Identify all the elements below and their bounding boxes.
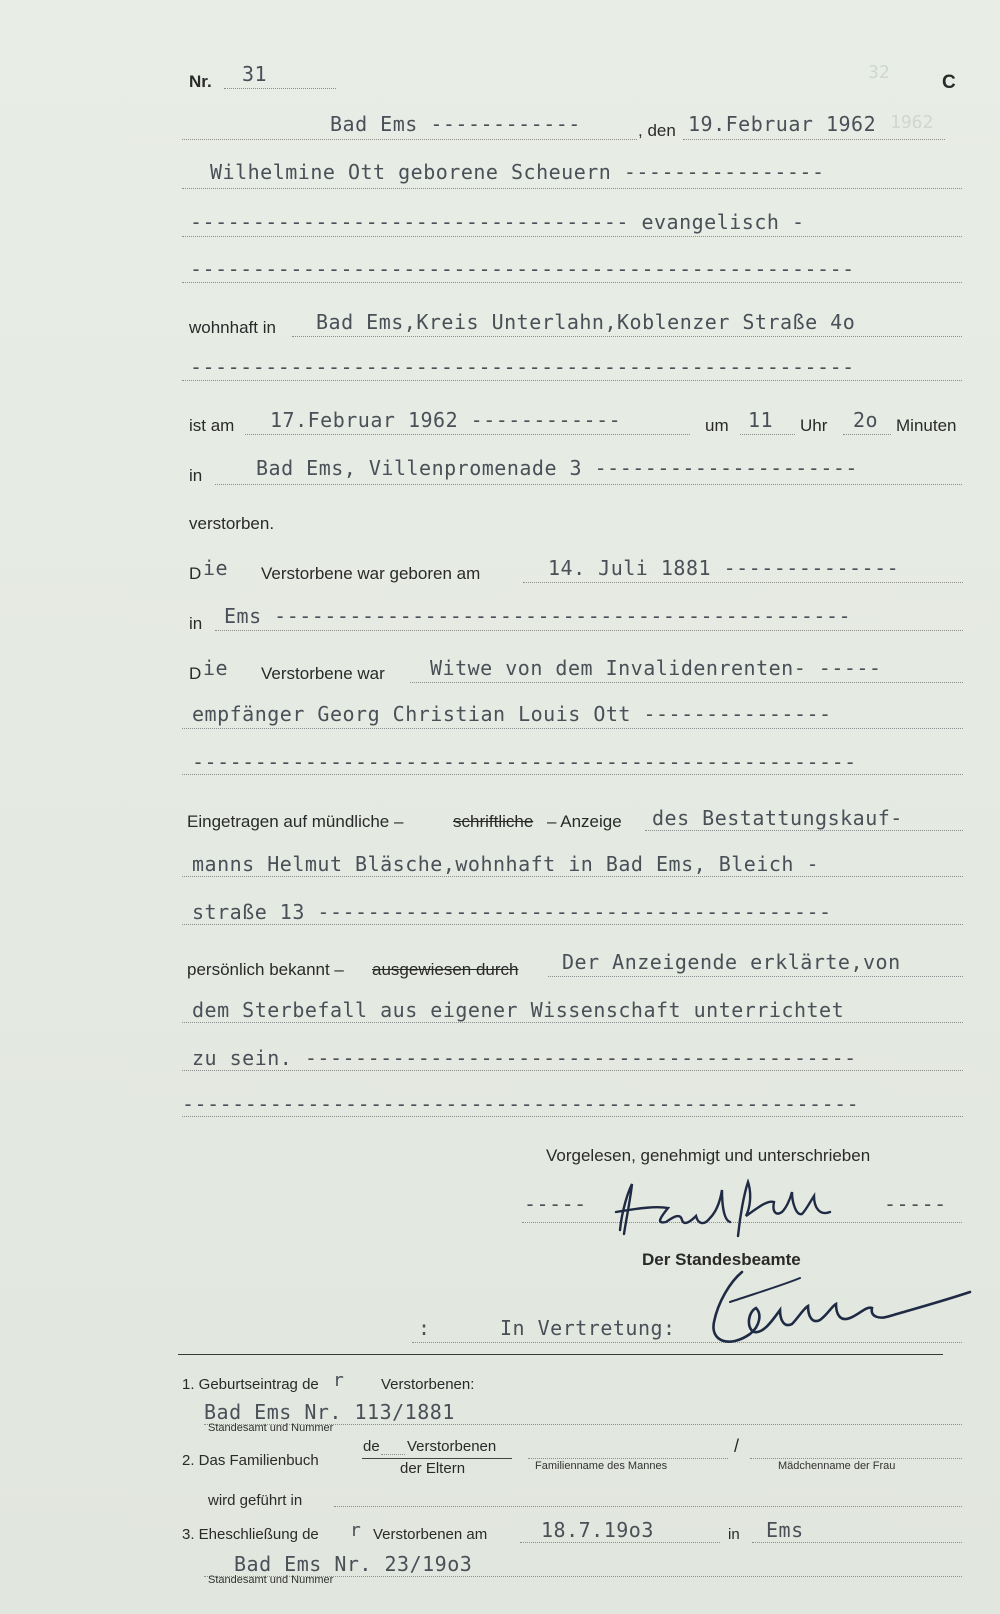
note2-frau-dotline [750, 1458, 962, 1459]
status-prefix-d: D [189, 664, 202, 683]
den-label: , den [638, 121, 676, 140]
note2-verstorbenen: Verstorbenen [407, 1438, 497, 1455]
birth-date: 14. Juli 1881 -------------- [548, 556, 900, 580]
note2-de: de [363, 1438, 380, 1455]
death-date: 17.Februar 1962 ------------ [270, 408, 622, 432]
status-label: Verstorbene war [261, 664, 385, 683]
report-line-1: des Bestattungskauf- [652, 806, 903, 830]
status-dotline-1 [410, 682, 963, 683]
status-prefix-typed: ie [203, 656, 229, 680]
identity-line-2: dem Sterbefall aus eigener Wissenschaft unterrichtet [192, 998, 845, 1022]
note2-eltern: der Eltern [400, 1460, 466, 1477]
signature-dash-right: ----- [884, 1192, 947, 1216]
birth-place-label: in [189, 614, 203, 633]
note3-typed: r [350, 1520, 362, 1541]
note3-label-b: Verstorbenen am [373, 1526, 488, 1543]
residence-label: wohnhaft in [189, 318, 276, 337]
death-place: Bad Ems, Villenpromenade 3 --------------------- [256, 456, 858, 480]
note3-label-a: 3. Eheschließung de [182, 1526, 319, 1543]
residence-line-2: ----------------------------------------------------- [190, 355, 855, 379]
note3-place: Ems [766, 1518, 804, 1542]
person-dotline-1 [182, 188, 962, 189]
report-label-b: – Anzeige [547, 812, 622, 831]
residence-dotline-1 [292, 336, 962, 337]
bleed-through-number: 32 [868, 62, 890, 83]
person-religion: ----------------------------------- evangelisch - [190, 210, 805, 234]
verstorben-label: verstorben. [189, 514, 275, 533]
bleed-through-year: 1962 [890, 112, 934, 133]
date-value: 19.Februar 1962 [688, 112, 877, 136]
identity-line-4: ------------------------------------------------------ [182, 1092, 860, 1116]
residence-dotline-2 [182, 380, 962, 381]
death-minute-dotline [843, 434, 891, 435]
death-date-dotline [245, 434, 690, 435]
death-date-label: ist am [189, 416, 235, 435]
deputy-label: In Vertretung: [500, 1316, 676, 1340]
identity-label-a: persönlich bekannt – [187, 960, 344, 979]
read-approved-label: Vorgelesen, genehmigt und unterschrieben [546, 1146, 871, 1165]
identity-line-3: zu sein. -------------------------------------------- [192, 1046, 857, 1070]
note2-gefuehrt-label: wird geführt in [208, 1492, 303, 1509]
note2-label: 2. Das Familienbuch [182, 1452, 319, 1469]
report-label-a: Eingetragen auf mündliche – [187, 812, 404, 831]
note3-place-dotline [752, 1542, 962, 1543]
report-label-strike: schriftliche [453, 812, 534, 831]
note1-value: Bad Ems Nr. 113/1881 [204, 1400, 455, 1424]
report-dotline-1 [645, 830, 963, 831]
nr-label: Nr. [189, 72, 212, 91]
note3-value: Bad Ems Nr. 23/19o3 [234, 1552, 473, 1576]
birth-place: Ems ---------------------------------------------- [224, 604, 852, 628]
note3-date-dotline [520, 1542, 720, 1543]
status-dotline-3 [182, 774, 963, 775]
death-hour: 11 [748, 408, 774, 432]
death-place-label: in [189, 466, 203, 485]
note3-in-label: in [728, 1526, 740, 1543]
note2-frau-caption: Mädchenname der Frau [778, 1460, 896, 1472]
person-name: Wilhelmine Ott geborene Scheuern ---------------- [210, 160, 825, 184]
report-dotline-3 [182, 924, 963, 925]
birth-prefix-typed: ie [203, 556, 229, 580]
note3-sub: Standesamt und Nummer [208, 1574, 334, 1586]
identity-dotline-4 [182, 1116, 963, 1117]
status-line-2: empfänger Georg Christian Louis Ott --------------- [192, 702, 832, 726]
report-line-2: manns Helmut Bläsche,wohnhaft in Bad Ems, Bleich - [192, 852, 820, 876]
report-line-3: straße 13 ----------------------------------------- [192, 900, 832, 924]
identity-dotline-3 [182, 1070, 963, 1071]
person-line-3: ----------------------------------------------------- [190, 257, 855, 281]
note3-date: 18.7.19o3 [541, 1518, 654, 1542]
note1-label-b: Verstorbenen: [381, 1376, 475, 1393]
person-dotline-2 [182, 236, 962, 237]
residence-value: Bad Ems,Kreis Unterlahn,Koblenzer Straße 4o [316, 310, 856, 334]
date-dotline [683, 139, 945, 140]
note1-typed: r [333, 1370, 345, 1391]
note1-label-a: 1. Geburtseintrag de [182, 1376, 319, 1393]
identity-dotline-2 [182, 1022, 963, 1023]
death-minutes: 2o [853, 408, 879, 432]
birth-date-dotline [523, 582, 963, 583]
report-dotline-2 [182, 876, 963, 877]
status-dotline-2 [182, 728, 963, 729]
death-hour-dotline [740, 434, 795, 435]
signature-dash-left: ----- [524, 1192, 587, 1216]
place-dotline [182, 139, 637, 140]
place-value: Bad Ems ------------ [330, 112, 581, 136]
nr-dotline [224, 88, 336, 89]
birth-label: Verstorbene war geboren am [261, 564, 481, 583]
identity-label-strike: ausgewiesen durch [372, 960, 519, 979]
reporter-signature [610, 1172, 870, 1242]
death-minuten-label: Minuten [896, 416, 957, 435]
note2-de-dotline [381, 1454, 405, 1455]
note2-fraction-bar [362, 1458, 512, 1459]
death-uhr-label: Uhr [800, 416, 828, 435]
status-line-3: ----------------------------------------------------- [192, 750, 857, 774]
death-place-dotline [215, 484, 962, 485]
note2-mann-caption: Familienname des Mannes [535, 1460, 668, 1472]
identity-dotline-1 [548, 976, 963, 977]
note2-slash: / [734, 1436, 740, 1456]
deputy-prefix: : [418, 1316, 431, 1340]
registrar-label: Der Standesbeamte [642, 1250, 801, 1269]
nr-value: 31 [242, 62, 268, 86]
death-um-label: um [705, 416, 729, 435]
birth-prefix-d: D [189, 564, 202, 583]
birth-place-dotline [215, 630, 963, 631]
note2-gefuehrt-dotline [334, 1506, 962, 1507]
corner-letter: C [942, 72, 956, 93]
notes-separator [178, 1354, 943, 1355]
status-line-1: Witwe von dem Invalidenrenten- ----- [430, 656, 882, 680]
note1-sub: Standesamt und Nummer [208, 1422, 334, 1434]
person-dotline-3 [182, 282, 962, 283]
identity-line-1: Der Anzeigende erklärte,von [562, 950, 901, 974]
registrar-signature [700, 1262, 980, 1362]
note2-mann-dotline [528, 1458, 728, 1459]
